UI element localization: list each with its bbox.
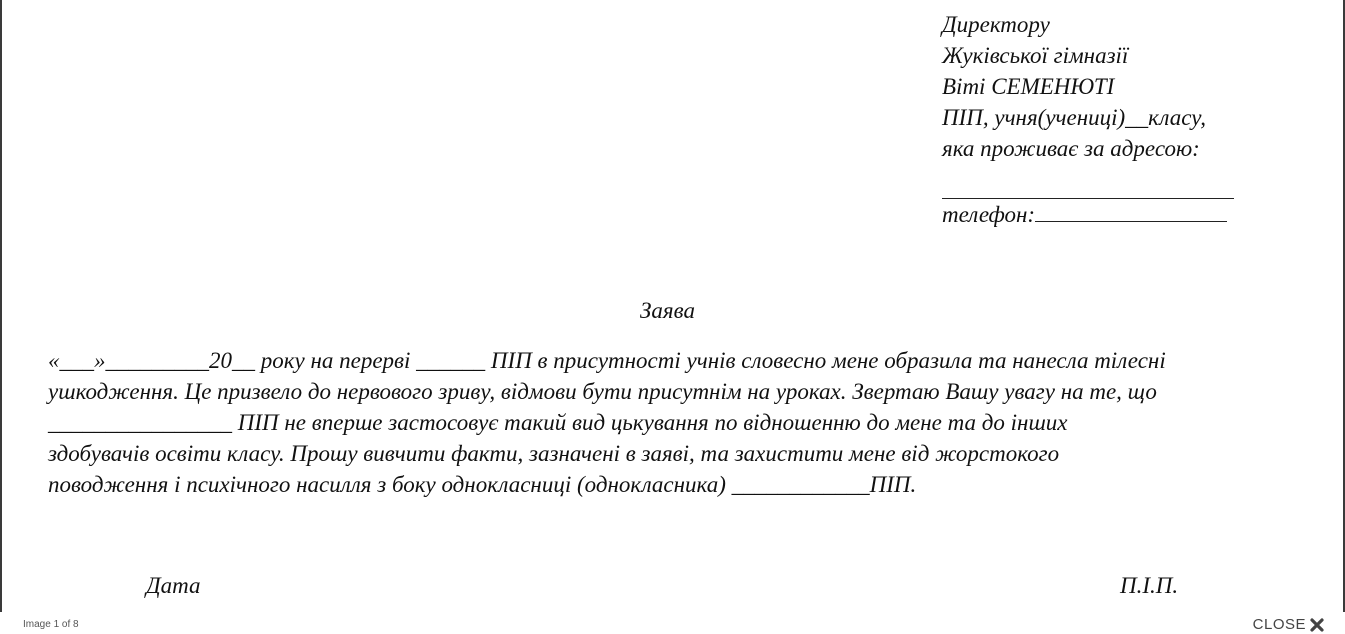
phone-row (942, 199, 1262, 230)
statement-line: ________________ ПІП не вперше застосовує такий вид цькування по відношенню до мене та до інших (48, 410, 1068, 435)
phone-label: телефон: (942, 202, 1036, 227)
signature-date: Дата (146, 573, 201, 598)
address-blank-line (942, 168, 1234, 199)
addressee-line-2: Жуківської гімназії (942, 43, 1129, 68)
close-icon (1309, 617, 1325, 633)
close-button[interactable] (1253, 616, 1325, 633)
statement-line: здобувачів освіти класу. Прошу вивчити факти, зазначені в заяві, та захистити мене від жорстокого (48, 441, 1060, 466)
signature-name: П.І.П. (1120, 573, 1179, 598)
statement-line: ушкодження. Це призвело до нервового зриву, відмови бути присутнім на уроках. Звертаю Вашу увагу на те, що (48, 379, 1157, 404)
viewer-footer (0, 612, 1345, 634)
addressee-block (942, 9, 1262, 230)
addressee-line-5: яка проживає за адресою: (942, 136, 1200, 161)
addressee-line-3: Віті СЕМЕНЮТІ (942, 74, 1115, 99)
statement-body (48, 345, 1298, 500)
statement-line: «___»_________20__ року на перерві ______ ПІП в присутності учнів словесно мене образила та нанесла тілесні (48, 348, 1166, 373)
image-counter: Image 1 of 8 (23, 619, 79, 630)
addressee-line-1: Директору (942, 12, 1050, 37)
statement-line: поводження і психічного насилля з боку однокласниці (однокласника) ____________ПІП. (48, 472, 917, 497)
addressee-line-4: ПІП, учня(учениці)__класу, (942, 105, 1207, 130)
phone-blank-line (1035, 199, 1227, 222)
close-label: CLOSE (1252, 616, 1306, 633)
document-title: Заява (640, 298, 695, 323)
